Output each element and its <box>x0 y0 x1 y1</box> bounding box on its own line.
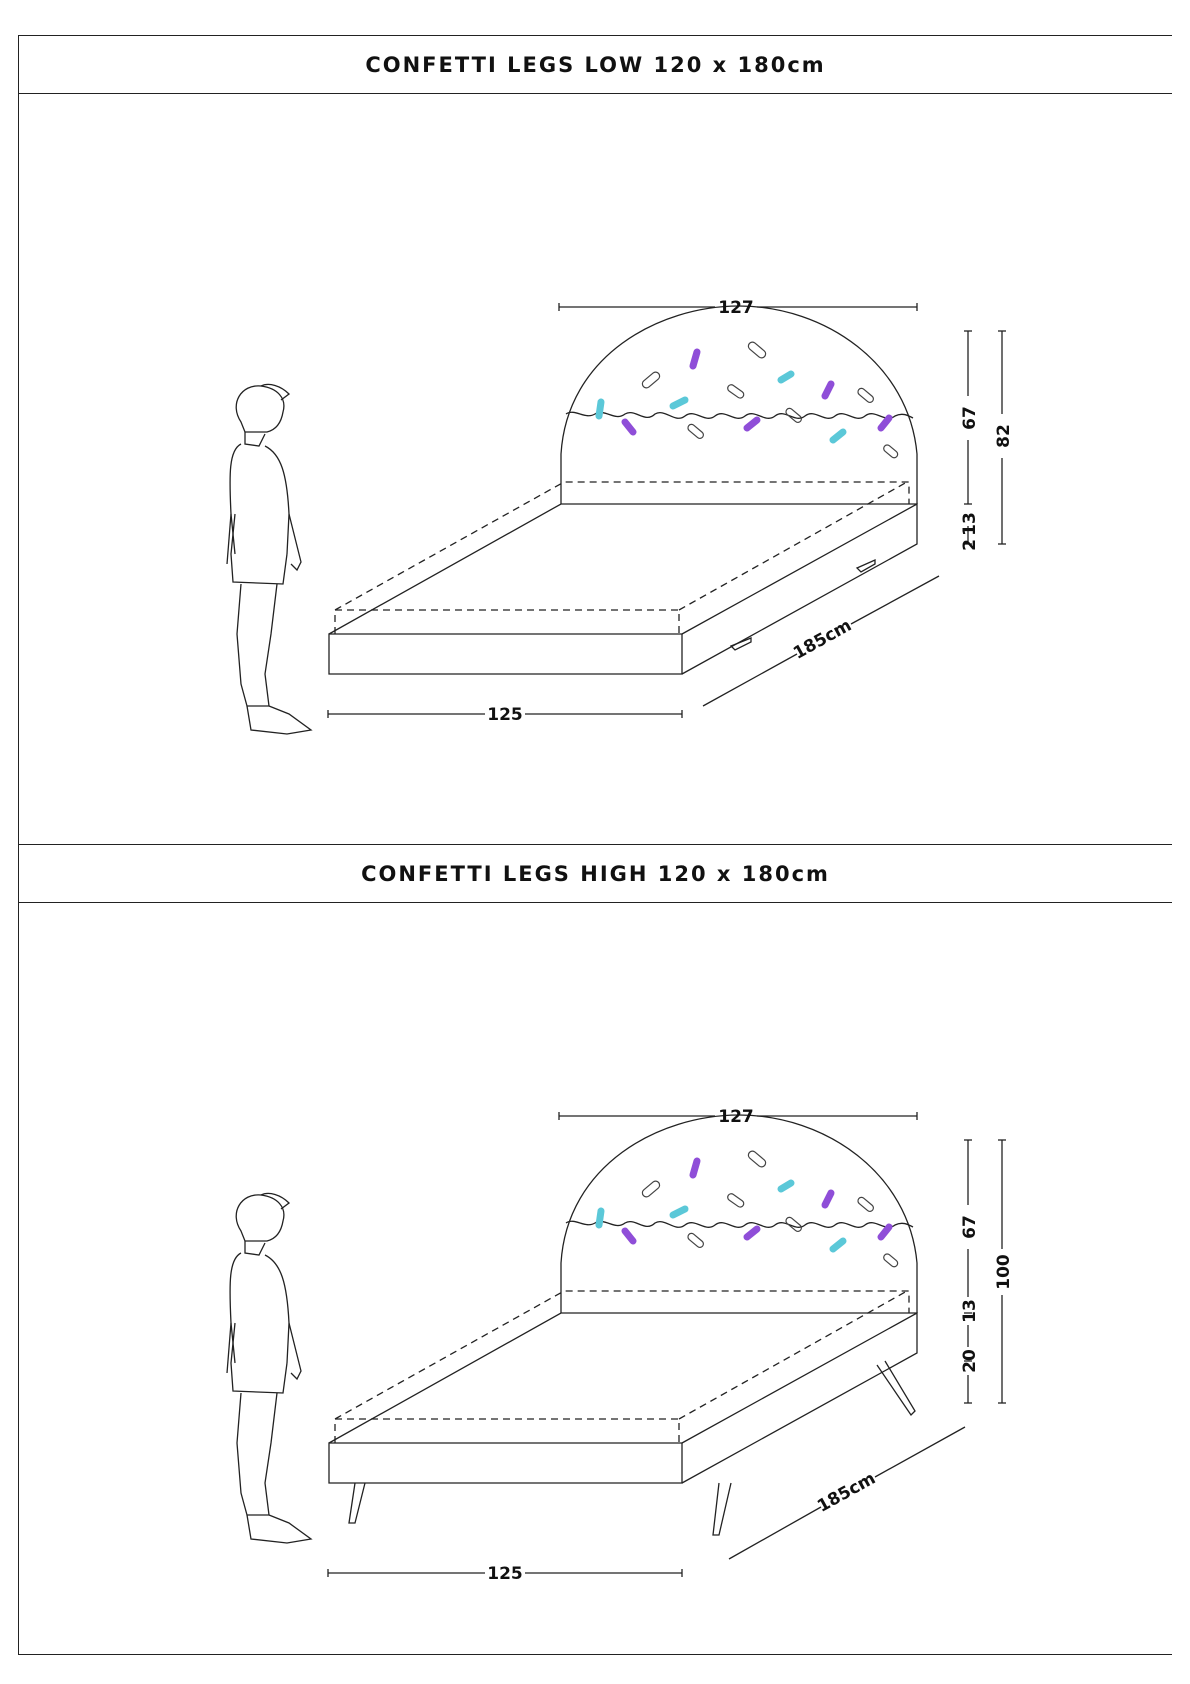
sprinkle <box>693 352 697 366</box>
dim-frame-height: 13 <box>960 512 980 536</box>
dim-total-height: 100 <box>994 1254 1014 1290</box>
bed-frame <box>329 1291 917 1483</box>
sprinkle <box>881 418 889 428</box>
sprinkle <box>599 1211 601 1225</box>
bed-diagram-low <box>19 94 1173 844</box>
sprinkle <box>825 384 831 396</box>
child-figure <box>227 384 311 734</box>
dim-leg-height: 20 <box>960 1349 980 1373</box>
panel-legs-low <box>18 35 1172 845</box>
dim-total-height: 82 <box>994 424 1014 448</box>
dim-frame-prefix: 2 <box>960 539 980 551</box>
headboard <box>561 306 917 504</box>
sprinkle <box>599 402 601 416</box>
sprinkle <box>781 1183 791 1189</box>
sprinkle <box>825 1193 831 1205</box>
dim-headboard-width: 127 <box>718 298 754 318</box>
dim-bed-width: 125 <box>487 1564 523 1584</box>
dim-bed-length: 185cm <box>814 1468 880 1517</box>
sprinkle <box>625 1231 633 1241</box>
sprinkle <box>881 1227 889 1237</box>
panel-title-bar <box>19 845 1172 903</box>
child-figure <box>227 1193 311 1543</box>
sprinkle <box>833 1241 843 1249</box>
dim-headboard-width: 127 <box>718 1107 754 1127</box>
sprinkle <box>747 1229 757 1237</box>
panel-title: CONFETTI LEGS LOW 120 x 180cm <box>365 52 826 77</box>
sprinkle <box>781 374 791 380</box>
bed-diagram-high <box>19 903 1173 1653</box>
dimension-lines <box>328 1112 1006 1577</box>
sprinkle <box>673 400 685 406</box>
dim-bed-width: 125 <box>487 705 523 725</box>
panel-title-bar <box>19 36 1172 94</box>
dim-headboard-height: 67 <box>960 406 980 430</box>
sprinkle <box>625 422 633 432</box>
dim-headboard-height: 67 <box>960 1215 980 1239</box>
sprinkle <box>693 1161 697 1175</box>
dim-frame-height: 13 <box>960 1299 980 1323</box>
dim-bed-length: 185cm <box>790 615 856 664</box>
panel-title: CONFETTI LEGS HIGH 120 x 180cm <box>361 861 830 886</box>
sprinkle <box>747 420 757 428</box>
headboard <box>561 1115 917 1313</box>
sprinkle <box>673 1209 685 1215</box>
sprinkle <box>833 432 843 440</box>
panel-legs-high <box>18 845 1172 1655</box>
